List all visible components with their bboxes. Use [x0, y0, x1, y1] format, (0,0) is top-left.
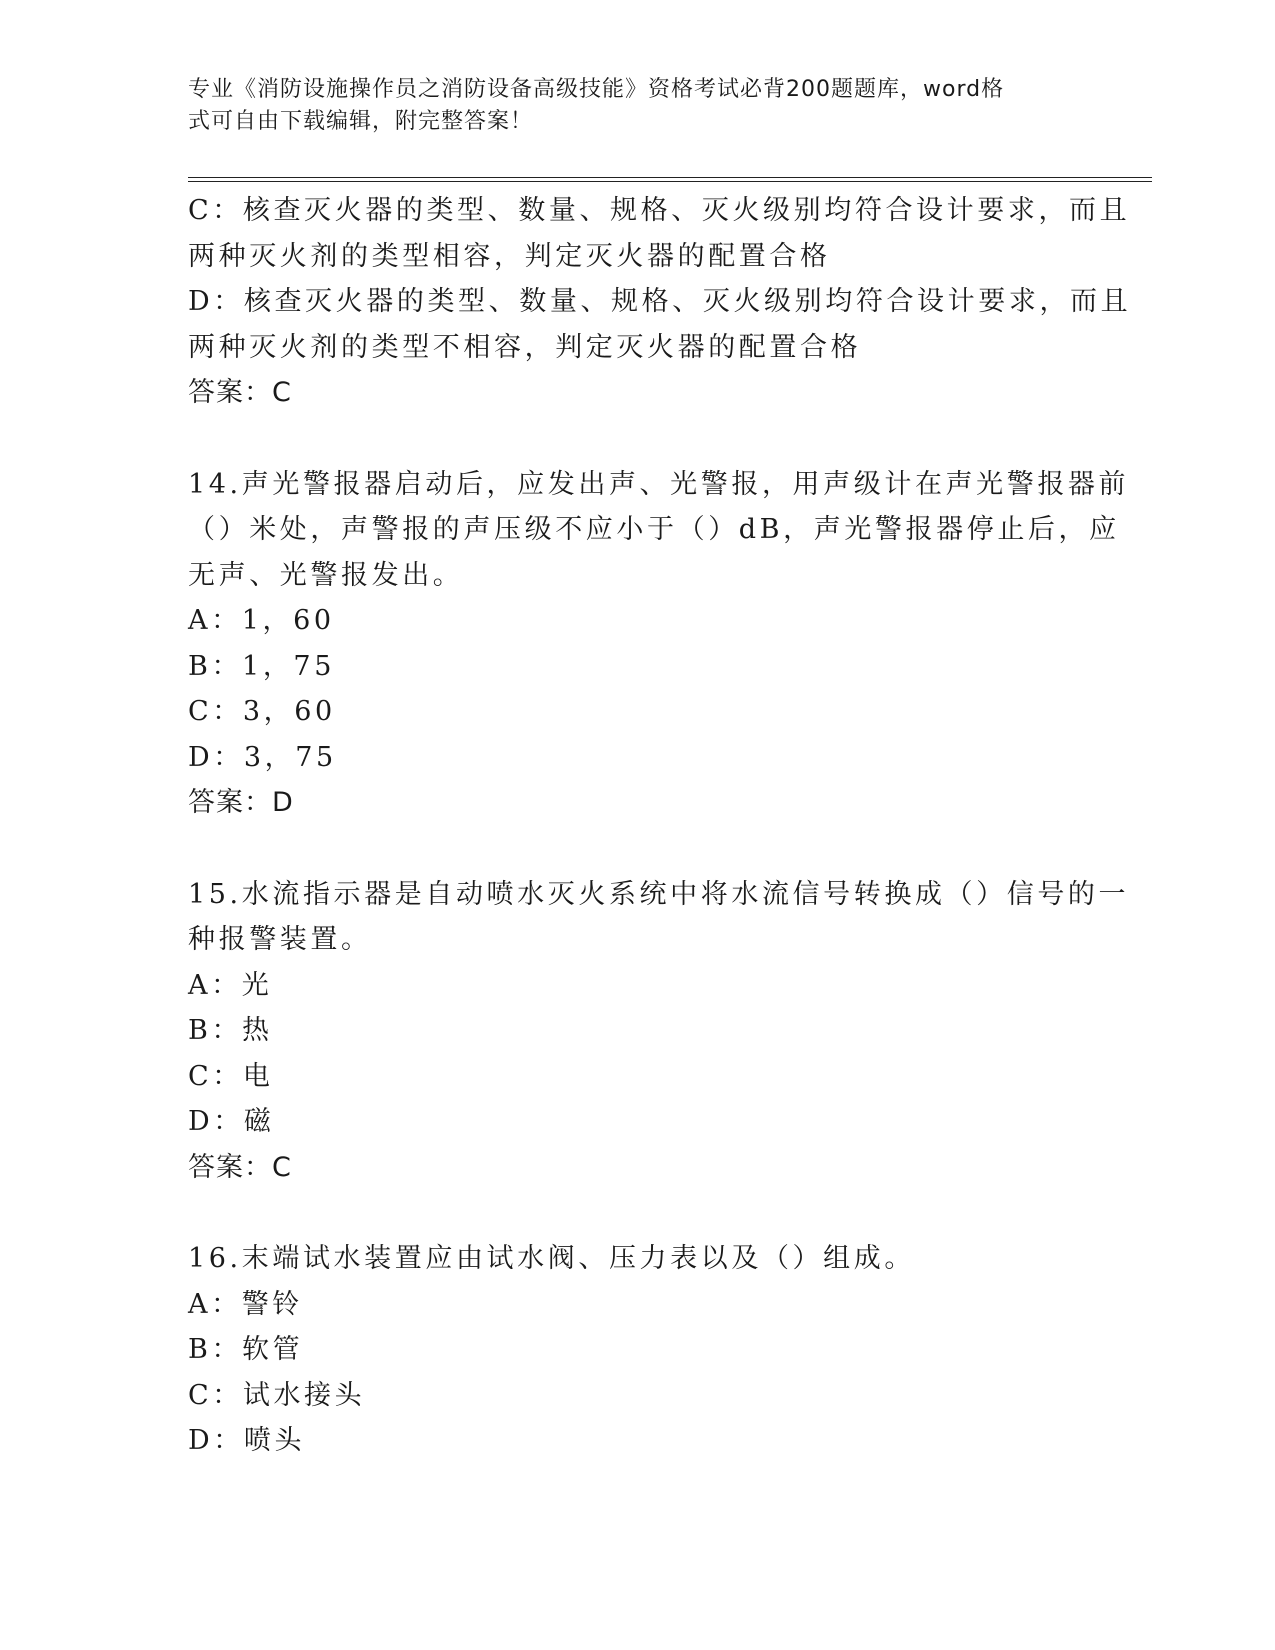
option-a: A：警铃: [188, 1288, 303, 1320]
option-b: B：热: [188, 1015, 273, 1046]
option-b: B：软管: [188, 1334, 304, 1365]
option-c: C：电: [188, 1060, 274, 1092]
option-a: A：光: [188, 969, 273, 1001]
question-14: [188, 462, 1130, 826]
option-b: B：1，75: [188, 650, 335, 682]
option-c-line-2: 两种灭火剂的类型相容，判定灭火器的配置合格: [188, 240, 831, 272]
option-d-line-1: D：核查灭火器的类型、数量、规格、灭火级别均符合设计要求，而且: [188, 286, 1132, 317]
answer-text: 答案：C: [188, 377, 292, 408]
option-c-line-1: C：核查灭火器的类型、数量、规格、灭火级别均符合设计要求，而且: [188, 195, 1131, 226]
question-15: [188, 872, 1130, 1191]
option-a: A：1，60: [188, 605, 335, 636]
question-stem-line: 无声、光警报发出。: [188, 559, 464, 591]
question-content: [188, 188, 1132, 1464]
option-c: C：试水接头: [188, 1379, 366, 1411]
question-stem-line: 种报警装置。: [188, 924, 372, 955]
option-c: C：3，60: [188, 696, 336, 727]
question-stem-line: 16.末端试水装置应由试水阀、压力表以及（）组成。: [188, 1243, 915, 1274]
option-d: D：3，75: [188, 741, 337, 773]
option-d: D：磁: [188, 1106, 275, 1137]
header-divider: [188, 177, 1152, 182]
question-16: [188, 1236, 1088, 1464]
question-stem-line: 15.水流指示器是自动喷水灭火系统中将水流信号转换成（）信号的一: [188, 878, 1130, 910]
option-d: D：喷头: [188, 1425, 306, 1456]
question-stem-line: 14.声光警报器启动后，应发出声、光警报，用声级计在声光警报器前: [188, 468, 1130, 500]
header-line-1: 专业《消防设施操作员之消防设备高级技能》资格考试必背200题题库，word格: [188, 77, 1005, 102]
header-line-2: 式可自由下载编辑，附完整答案！: [188, 109, 534, 134]
continued-question: [188, 188, 1132, 416]
answer-text: 答案：D: [188, 787, 294, 818]
question-stem-line: （）米处，声警报的声压级不应小于（）dB，声光警报器停止后，应: [188, 514, 1120, 545]
document-header: [188, 74, 1068, 138]
answer-text: 答案：C: [188, 1151, 292, 1183]
option-d-line-2: 两种灭火剂的类型不相容，判定灭火器的配置合格: [188, 331, 862, 363]
